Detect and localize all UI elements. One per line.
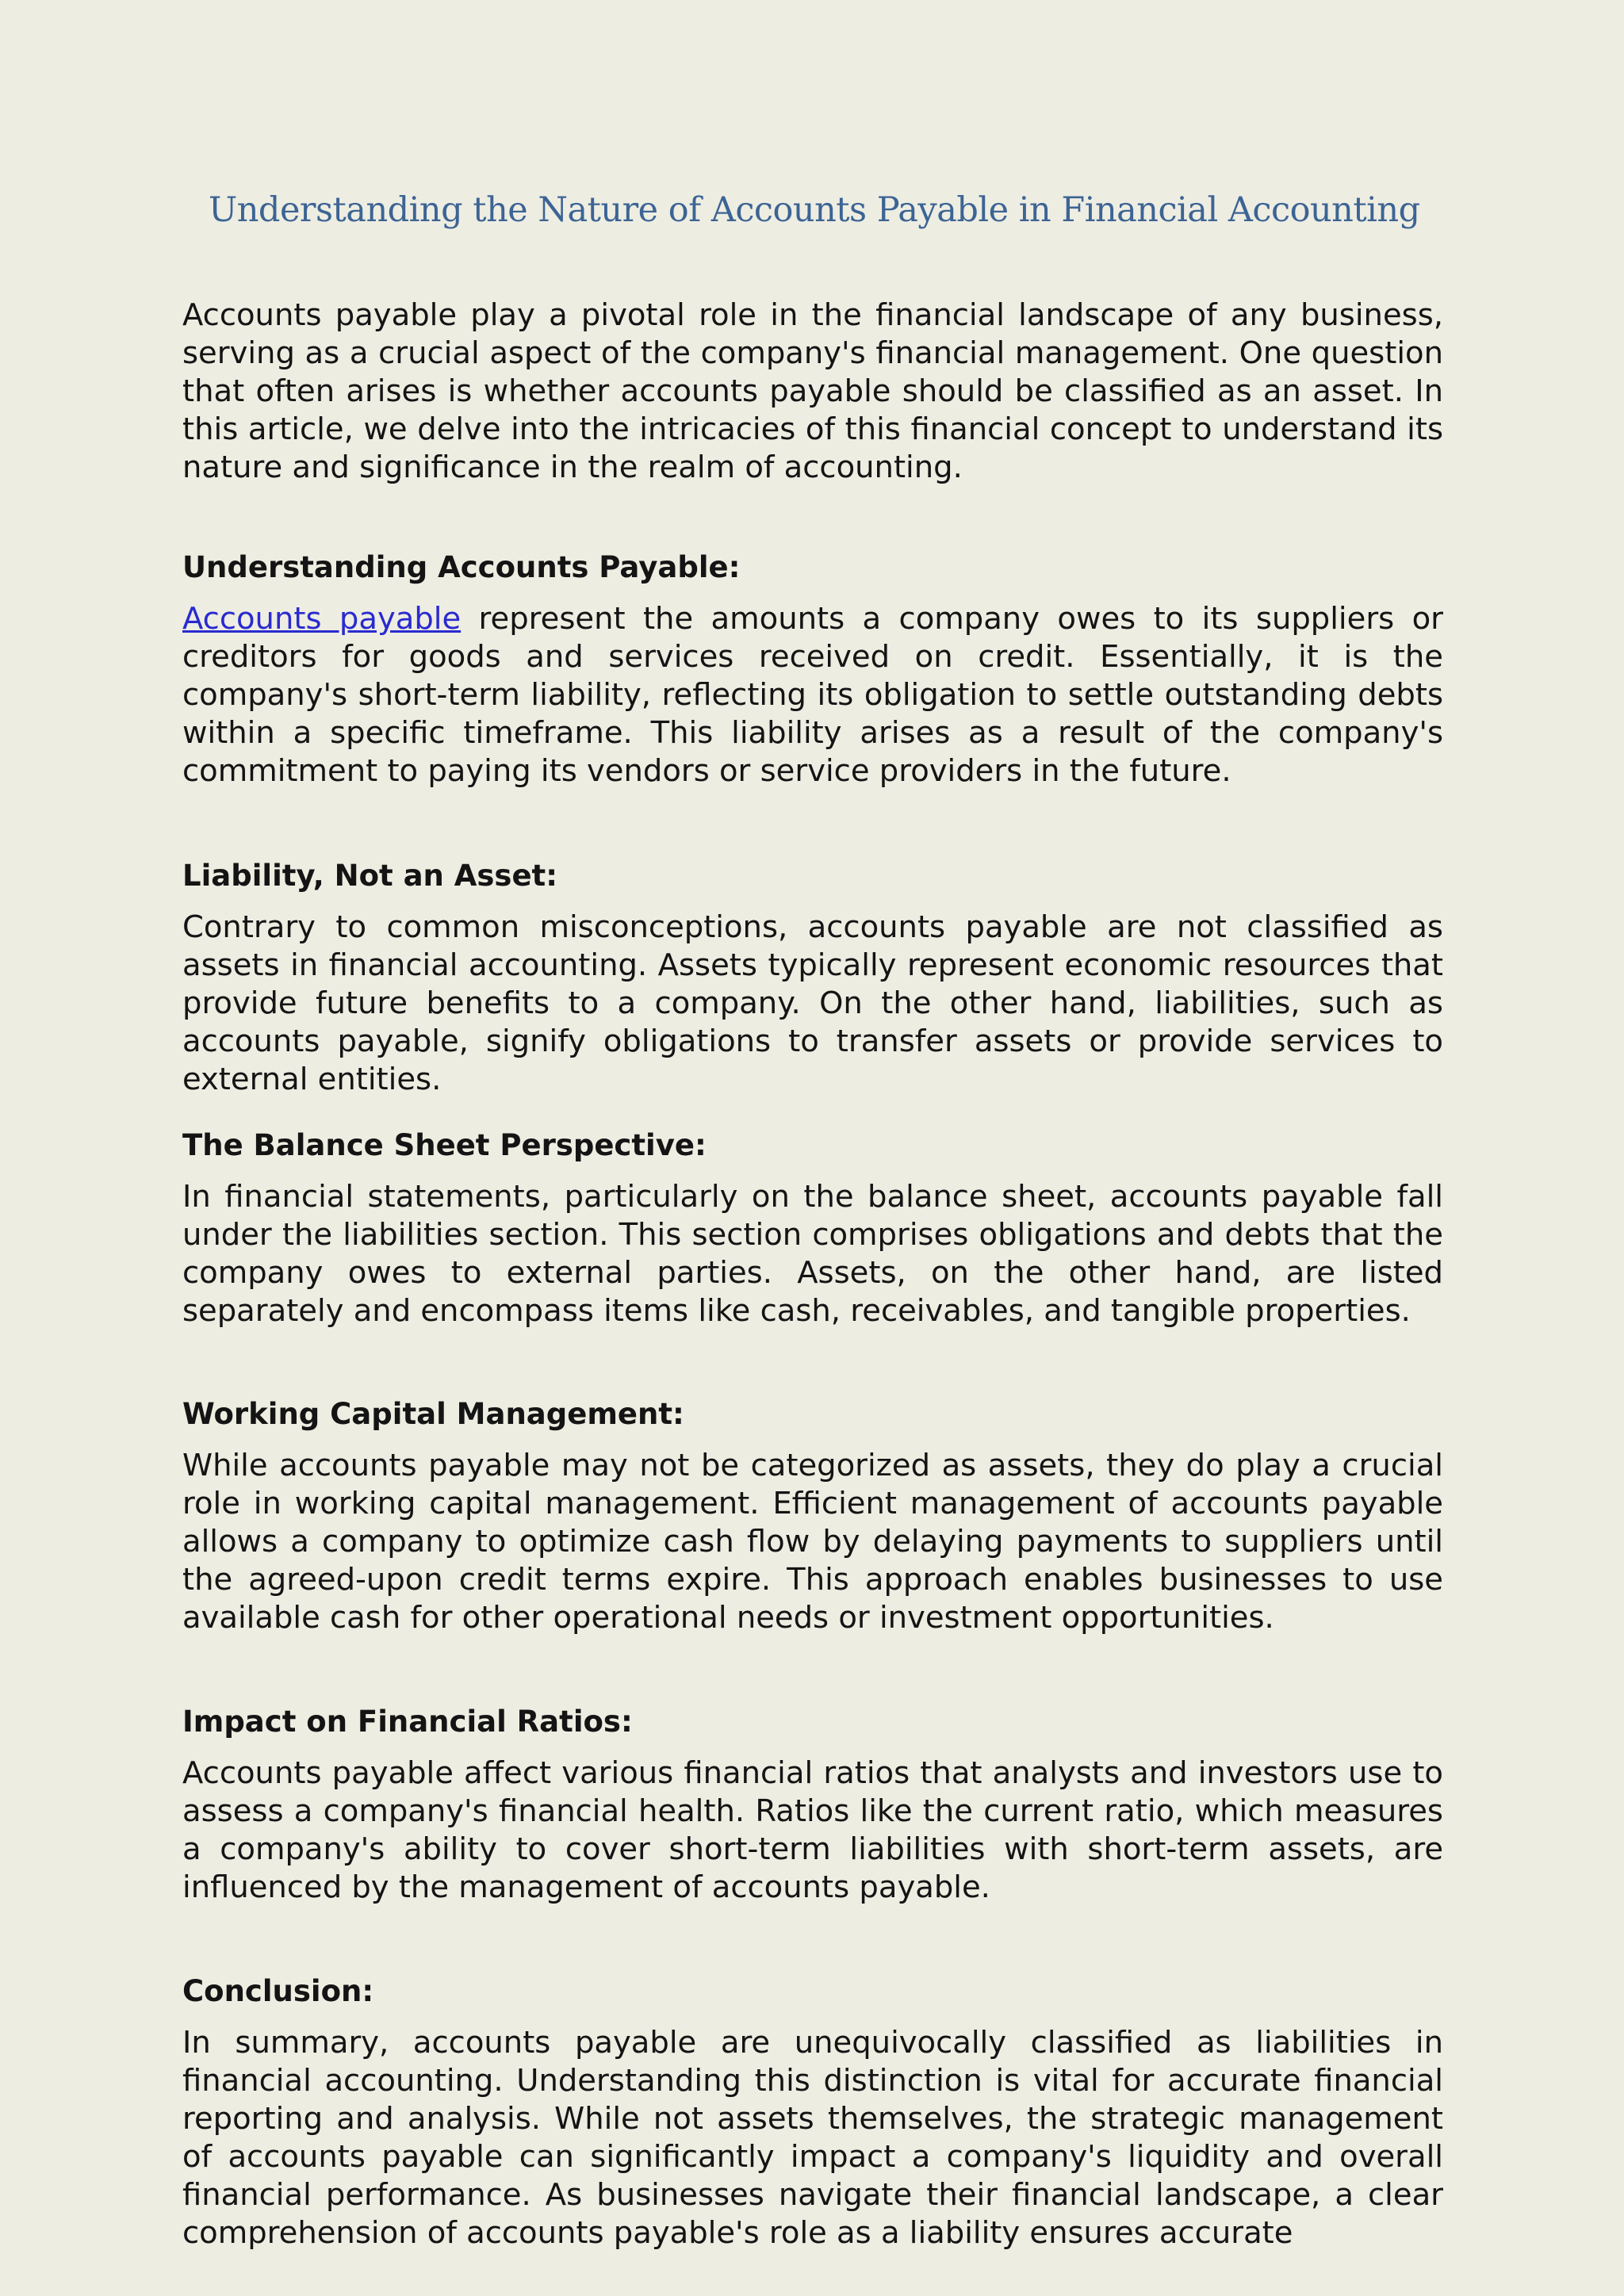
section-conclusion (182, 1973, 1443, 2252)
section-heading: Impact on Financial Ratios: (182, 1705, 633, 1739)
page-title: Understanding the Nature of Accounts Payable in Financial Accounting (209, 190, 1420, 230)
section-balance-sheet-perspective (182, 1127, 1443, 1330)
section-heading: The Balance Sheet Perspective: (182, 1128, 707, 1162)
section-paragraph: In summary, accounts payable are unequivocally classified as liabilities in financial accounting. Understanding this distinction is vital for accurate financial reporting and analysis. While not assets themselves, the strategic management of accounts payable can significantly impact a company's liquidity and overall financial performance. As businesses navigate their financial landscape, a clear comprehension of accounts payable's role as a liability ensures accurate (182, 2025, 1443, 2251)
section-paragraph (182, 600, 1443, 790)
accounts-payable-link[interactable]: Accounts payable (182, 601, 462, 637)
section-heading: Liability, Not an Asset: (182, 859, 558, 893)
intro-paragraph: Accounts payable play a pivotal role in the financial landscape of any business, serving as a crucial aspect of the company's financial management. One question that often arises is whether accounts payable should be classified as an asset. In this article, we delve into the intricacies of this financial concept to understand its nature and significance in the realm of accounting. (182, 297, 1443, 485)
section-heading: Working Capital Management: (182, 1397, 684, 1431)
section-working-capital-management (182, 1395, 1443, 1637)
intro-section (182, 297, 1443, 487)
section-paragraph: Accounts payable affect various financial ratios that analysts and investors use to assess a company's financial health. Ratios like the current ratio, which measures a company's ability to cover short-term liabilities with short-term assets, are influenced by the management of accounts payable. (182, 1755, 1443, 1905)
section-paragraph: In financial statements, particularly on the balance sheet, accounts payable fall under the liabilities section. This section comprises obligations and debts that the company owes to external parties. Assets, on the other hand, are listed separately and encompass items like cash, receivables, and tangible properties. (182, 1179, 1443, 1329)
section-liability-not-an-asset (182, 857, 1443, 1099)
section-paragraph: Contrary to common misconceptions, accounts payable are not classified as assets in financial accounting. Assets typically represent economic resources that provide future benefits to a company. On the other hand, liabilities, such as accounts payable, signify obligations to transfer assets or provide services to external entities. (182, 909, 1443, 1097)
section-understanding-accounts-payable (182, 549, 1443, 790)
section-heading: Understanding Accounts Payable: (182, 550, 741, 584)
section-paragraph-text: represent the amounts a company owes to its suppliers or creditors for goods and services received on credit. Essentially, it is the company's short-term liability, reflecting its obligation to settle outstanding debts within a specific timeframe. This liability arises as a result of the company's commitment to paying its vendors or service providers in the future. (182, 601, 1443, 789)
section-impact-on-financial-ratios (182, 1703, 1443, 1907)
section-heading: Conclusion: (182, 1974, 374, 2008)
section-paragraph: While accounts payable may not be categorized as assets, they do play a crucial role in working capital management. Efficient management of accounts payable allows a company to optimize cash flow by delaying payments to suppliers until the agreed-upon credit terms expire. This approach enables businesses to use available cash for other operational needs or investment opportunities. (182, 1448, 1443, 1636)
